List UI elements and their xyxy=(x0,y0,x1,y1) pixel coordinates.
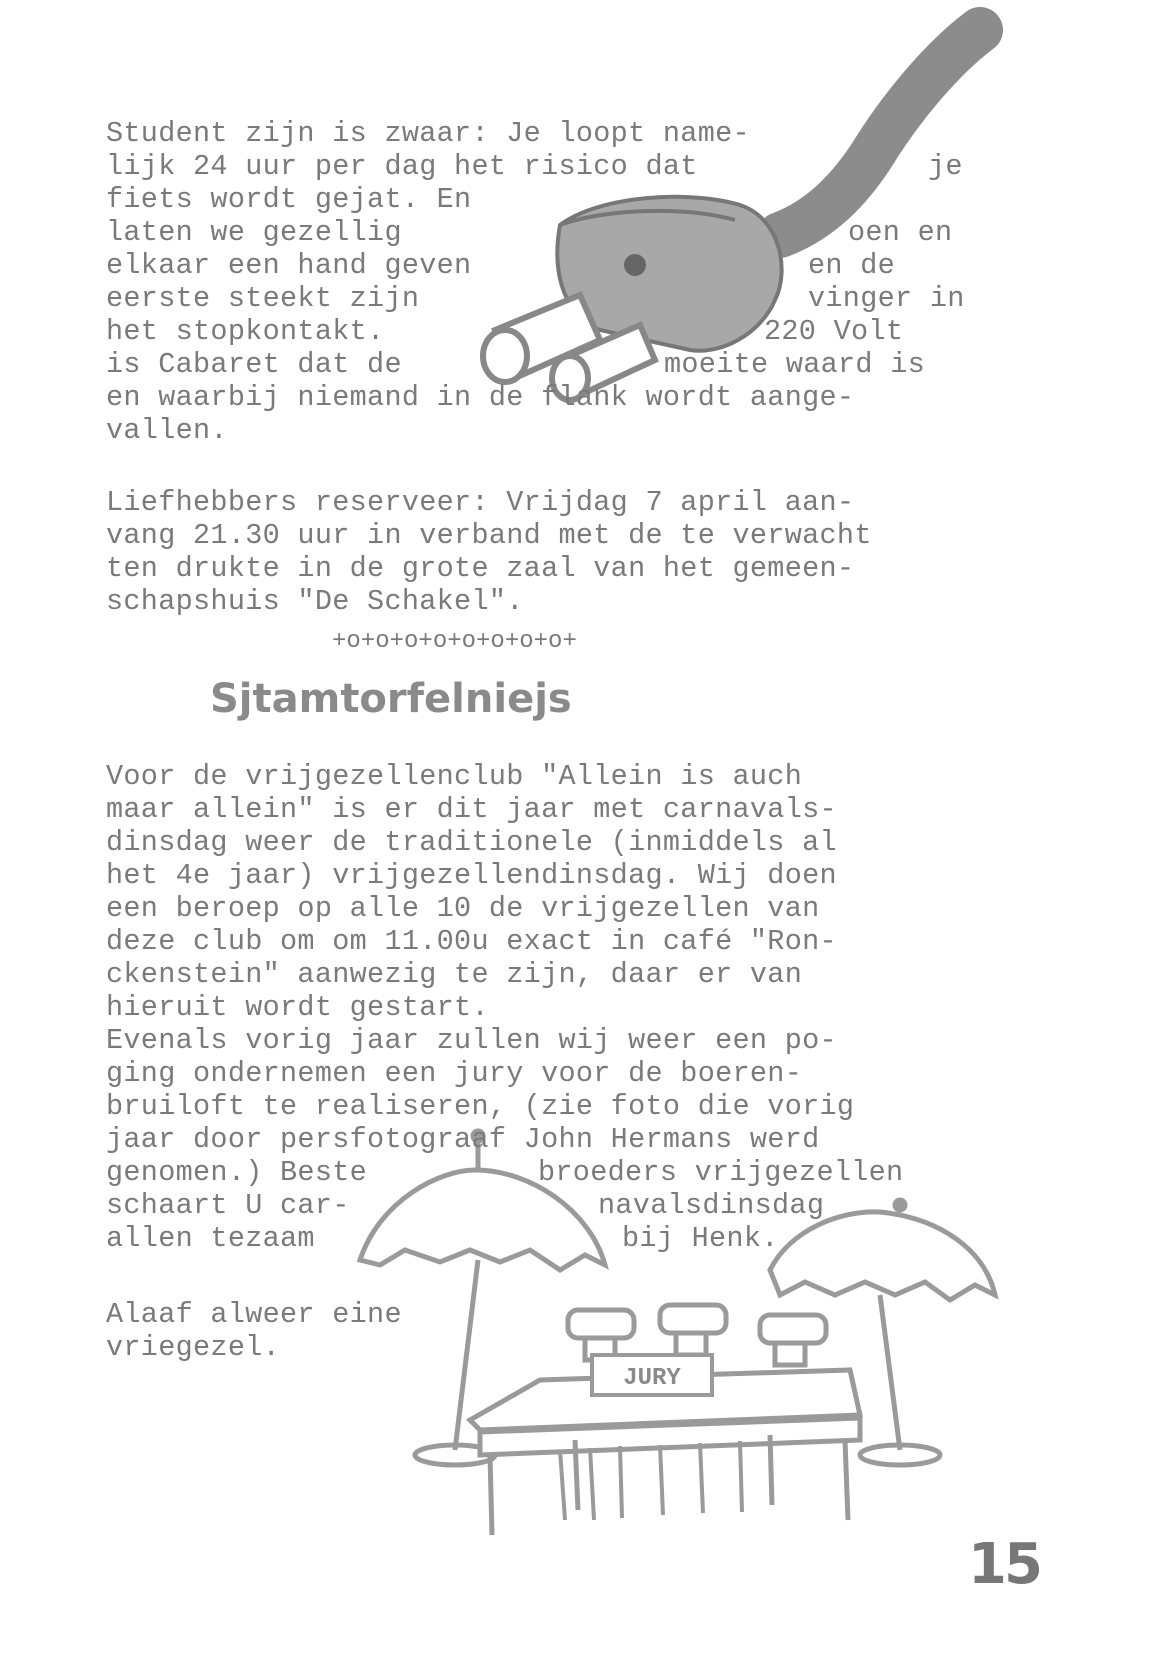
section-separator: +o+o+o+o+o+o+o+o+ xyxy=(332,628,577,655)
text-line: vang 21.30 uur in verband met de te verwacht xyxy=(106,519,872,552)
text-line: bij Henk. xyxy=(622,1222,779,1255)
plug-illustration xyxy=(483,30,980,400)
text-line: vinger in xyxy=(808,282,965,315)
page-number: 15 xyxy=(968,1532,1040,1597)
text-line: Liefhebbers reserveer: Vrijdag 7 april aan- xyxy=(106,486,855,519)
text-line: het stopkontakt. xyxy=(106,315,385,348)
text-line: ging ondernemen een jury voor de boeren- xyxy=(106,1057,803,1090)
text-line: fiets wordt gejat. En xyxy=(106,183,472,216)
text-line: deze club om om 11.00u exact in café "Ron- xyxy=(106,925,837,958)
text-line: Student zijn is zwaar: Je loopt name- xyxy=(106,117,750,150)
text-line: dinsdag weer de traditionele (inmiddels al xyxy=(106,826,837,859)
text-line: jaar door persfotograaf John Hermans werd xyxy=(106,1123,820,1156)
text-line: bruiloft te realiseren, (zie foto die vorig xyxy=(106,1090,855,1123)
text-line: hieruit wordt gestart. xyxy=(106,991,489,1024)
jury-sign-label: JURY xyxy=(623,1365,681,1392)
text-line: je xyxy=(928,150,963,183)
text-line: allen tezaam xyxy=(106,1222,315,1255)
text-line: vriegezel. xyxy=(106,1331,281,1364)
text-line: maar allein" is er dit jaar met carnavals- xyxy=(106,793,837,826)
text-line: broeders vrijgezellen xyxy=(538,1156,904,1189)
text-line: Voor de vrijgezellenclub "Allein is auch xyxy=(106,760,803,793)
text-line: ten drukte in de grote zaal van het gemeen- xyxy=(106,552,855,585)
text-line: laten we gezellig xyxy=(106,216,402,249)
text-line: Evenals vorig jaar zullen wij weer een po- xyxy=(106,1024,837,1057)
text-line: oen en xyxy=(848,216,953,249)
text-line: genomen.) Beste xyxy=(106,1156,368,1189)
text-line: schapshuis "De Schakel". xyxy=(106,585,524,618)
text-line: Alaaf alweer eine xyxy=(106,1298,402,1331)
text-line: elkaar een hand geven xyxy=(106,249,472,282)
text-line: schaart U car- xyxy=(106,1189,350,1222)
text-line: vallen. xyxy=(106,414,228,447)
text-line: navalsdinsdag xyxy=(598,1189,825,1222)
text-line: het 4e jaar) vrijgezellendinsdag. Wij doen xyxy=(106,859,837,892)
text-line: 220 Volt xyxy=(764,315,904,348)
text-line: is Cabaret dat de xyxy=(106,348,402,381)
text-line: ckenstein" aanwezig te zijn, daar er van xyxy=(106,958,803,991)
text-line: lijk 24 uur per dag het risico dat xyxy=(106,150,698,183)
text-line: en de xyxy=(808,249,896,282)
section-heading: Sjtamtorfelniejs xyxy=(210,676,572,722)
text-line: een beroep op alle 10 de vrijgezellen van xyxy=(106,892,820,925)
text-line: en waarbij niemand in de flank wordt aange- xyxy=(106,381,855,414)
text-line: eerste steekt zijn xyxy=(106,282,420,315)
text-line: moeite waard is xyxy=(664,348,926,381)
